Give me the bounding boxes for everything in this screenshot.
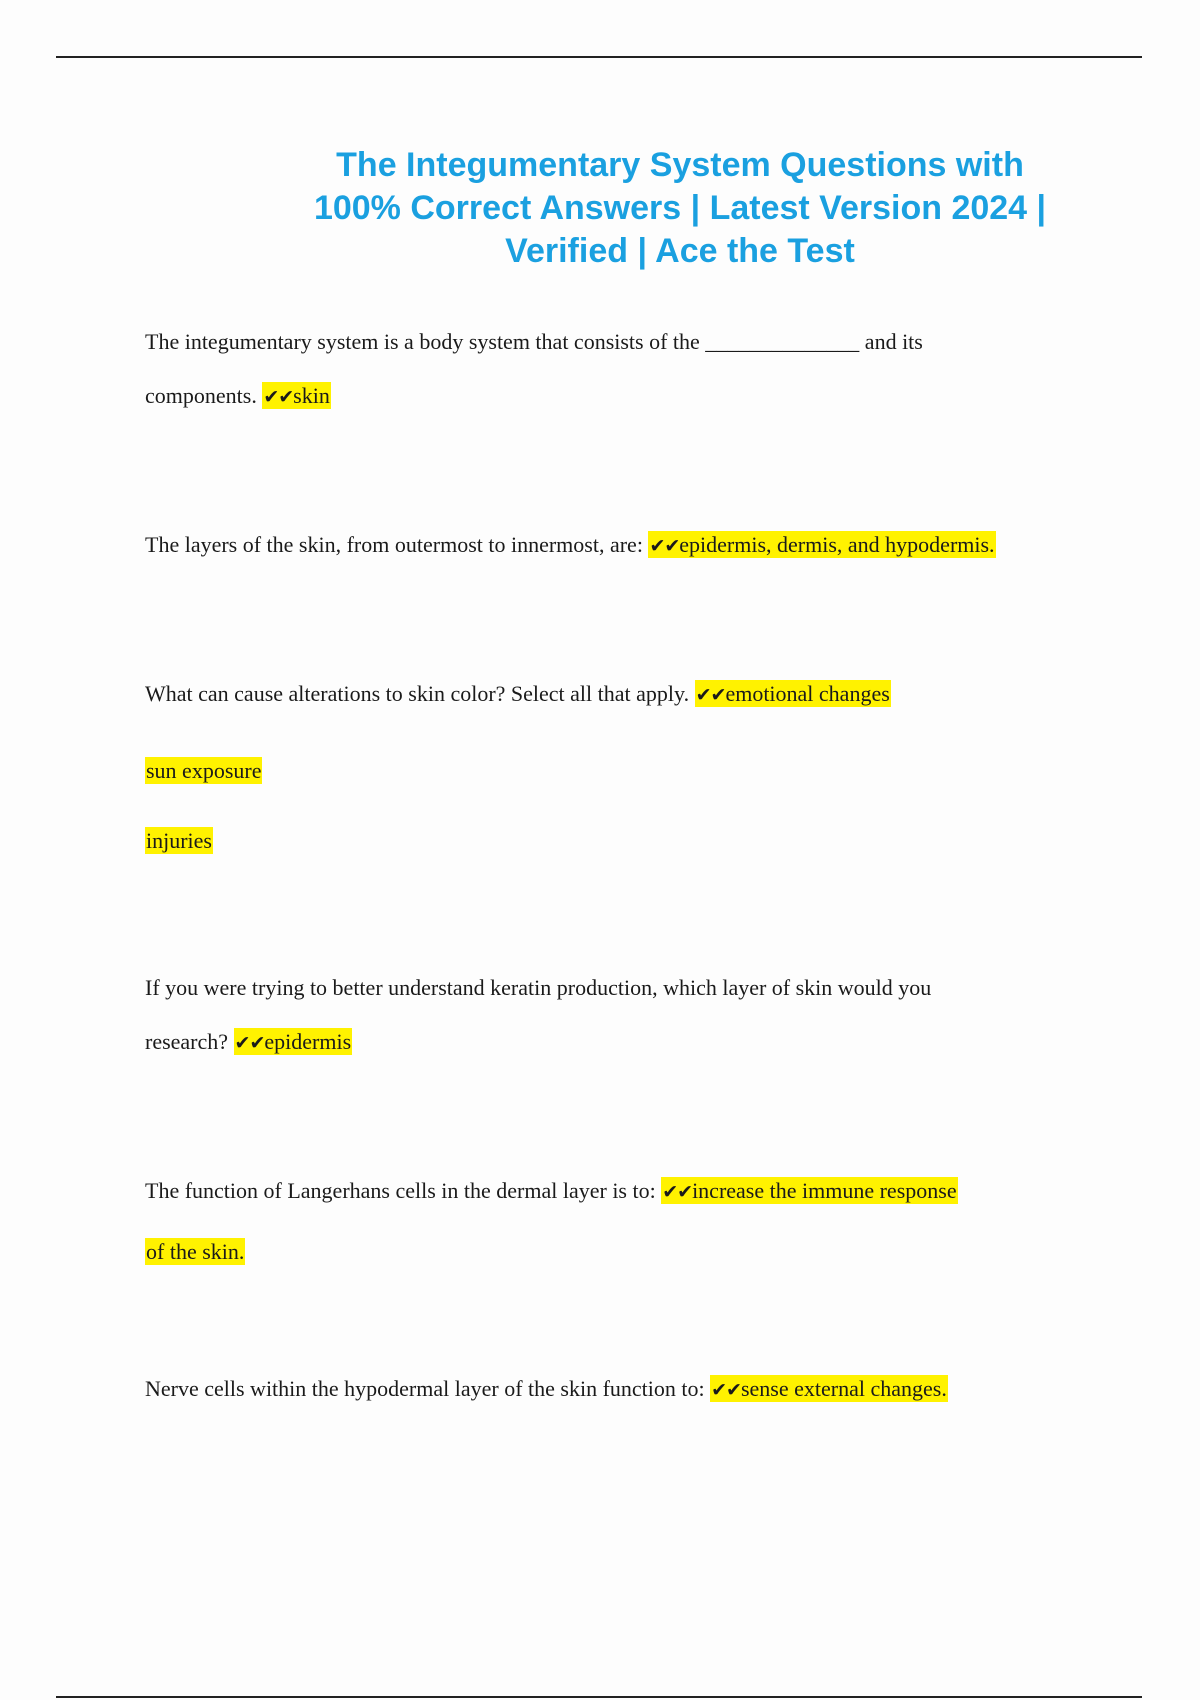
- question-3-line-1: [145, 679, 891, 710]
- question-3-answer-2: [145, 756, 262, 786]
- question-1-line-1: [145, 327, 923, 357]
- question-text: If you were trying to better understand keratin production, which layer of skin would you: [145, 975, 932, 1000]
- question-5-line-2: [145, 1237, 245, 1267]
- document-title: The Integumentary System Questions with 100% Correct Answers | Latest Version 2024 | Verified | Ace the Test: [313, 146, 1047, 270]
- question-text: research?: [145, 1029, 229, 1054]
- question-5-line-1: [145, 1176, 958, 1207]
- question-text: What can cause alterations to skin color? Select all that apply.: [145, 681, 690, 706]
- question-text: The integumentary system is a body system that consists of the ______________ and its: [145, 329, 923, 354]
- header-rule: [56, 56, 1142, 58]
- answer-highlight: [661, 1177, 957, 1204]
- answer-text: sun exposure: [146, 758, 262, 783]
- answer-text: injuries: [146, 828, 212, 853]
- answer-text: increase the immune response: [692, 1178, 957, 1203]
- answer-text: skin: [293, 383, 330, 408]
- question-3-answer-3: [145, 826, 213, 856]
- answer-highlight: [262, 382, 331, 409]
- double-check-icon: ✔✔: [649, 535, 680, 557]
- answer-highlight: [234, 1028, 353, 1055]
- answer-highlight: [648, 531, 995, 558]
- question-1-line-2: [145, 381, 331, 412]
- double-check-icon: ✔✔: [711, 1379, 741, 1401]
- double-check-icon: ✔✔: [234, 1032, 265, 1054]
- answer-highlight: [710, 1375, 948, 1402]
- answer-text: epidermis, dermis, and hypodermis.: [679, 532, 995, 557]
- answer-text: epidermis: [264, 1029, 352, 1054]
- question-text: Nerve cells within the hypodermal layer of the skin function to:: [145, 1376, 705, 1401]
- question-text: The layers of the skin, from outermost to innermost, are:: [145, 532, 643, 557]
- question-4-line-2: [145, 1027, 352, 1058]
- answer-highlight: [695, 680, 891, 707]
- question-2-line-1: [145, 530, 996, 561]
- question-4-line-1: [145, 973, 931, 1003]
- answer-text: emotional changes: [725, 681, 890, 706]
- double-check-icon: ✔✔: [662, 1181, 693, 1203]
- double-check-icon: ✔✔: [263, 386, 294, 408]
- question-text: The function of Langerhans cells in the dermal layer is to:: [145, 1178, 656, 1203]
- question-text: components.: [145, 383, 257, 408]
- double-check-icon: ✔✔: [695, 684, 726, 706]
- answer-text: sense external changes.: [740, 1376, 947, 1401]
- footer-rule: [56, 1696, 1142, 1698]
- question-6-line-1: [145, 1374, 948, 1405]
- answer-text: of the skin.: [146, 1239, 245, 1264]
